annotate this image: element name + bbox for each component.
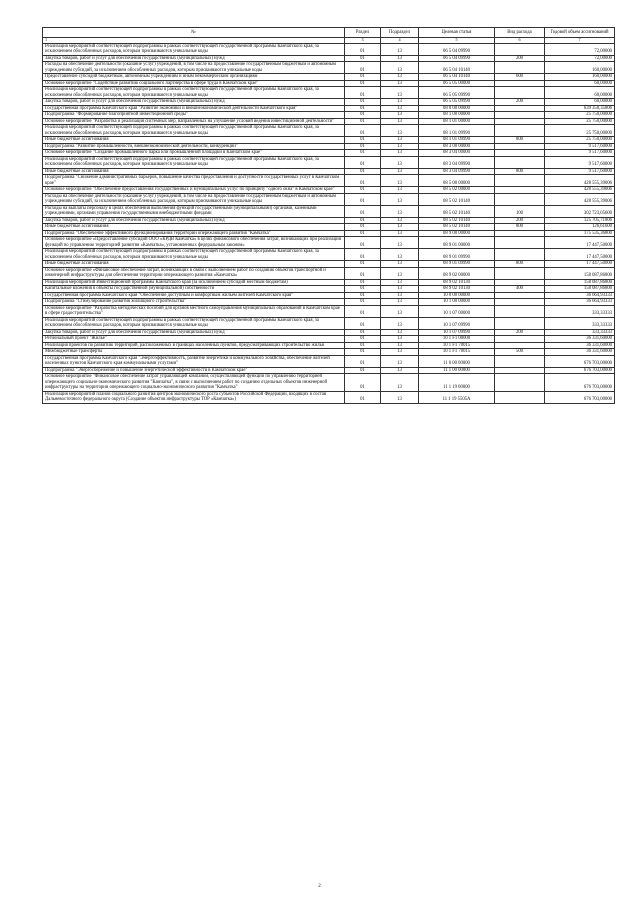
row-vid: 800 (495, 224, 545, 231)
row-target: 08 3 04 09990 (419, 168, 495, 175)
row-name: Закупка товаров, работ и услуг для обеспечения государственных (муниципальных) нужд (43, 217, 345, 224)
header-target: Целевая статья (419, 28, 495, 38)
row-sum: 175 535,36800 (545, 230, 615, 237)
row-target: 08 9 02 00000 (419, 267, 495, 279)
row-target: 10 1 F1 00000 (419, 336, 495, 343)
row-sum: 639 358,35806 (545, 105, 615, 112)
row-target: 11 1 19 5505А (419, 391, 495, 403)
row-target: 11 1 19 00000 (419, 374, 495, 392)
row-razdel: 01 (345, 299, 381, 306)
row-sum: 36 331,60000 (545, 336, 615, 343)
row-podrazdel: 13 (381, 299, 419, 306)
header-razdel: Раздел (345, 28, 381, 38)
column-number: 6 (495, 38, 545, 44)
row-name: Основное мероприятие "Содействие развитию социального партнерства в сфере труда в Камчатском крае" (43, 80, 345, 87)
row-sum: 60,00000 (545, 87, 615, 99)
row-name: Закупка товаров, работ и услуг для обеспечения государственных (муниципальных) нужд (43, 329, 345, 336)
row-name: Иные бюджетные ассигнования (43, 137, 345, 144)
row-name: Реализация мероприятий соответствующей подпрограммы в рамках соответствующей государственной программы Камчатского края, за исключением обособленных расходов, которым присваиваются уникальные коды (43, 43, 345, 55)
row-vid (495, 249, 545, 261)
row-target: 10 1 F1 70015 (419, 349, 495, 356)
row-sum: 125 705,71806 (545, 217, 615, 224)
row-name: Подпрограмма "Энергосбережение и повышение энергетической эффективности в Камчатском крае" (43, 367, 345, 374)
row-podrazdel: 13 (381, 279, 419, 286)
row-podrazdel: 13 (381, 217, 419, 224)
row-name: Расходы на обеспечение деятельности (оказание услуг) учреждений, в том числе на предоставление государственным бюджетным и автономным учреждениям субсидий, за исключением обособленных расходов, которым присваиваются уникальные коды (43, 193, 345, 205)
row-sum: 676 703,00000 (545, 367, 615, 374)
table-row (43, 205, 615, 217)
row-target: 10 1 07 09990 (419, 329, 495, 336)
table-row (43, 125, 615, 137)
row-sum: 25 750,00000 (545, 137, 615, 144)
row-vid: 800 (495, 261, 545, 268)
table-row (43, 249, 615, 261)
row-razdel: 01 (345, 355, 381, 367)
row-vid (495, 267, 545, 279)
row-name: Государственная программа Камчатского края "Энергоэффективность, развитие энергетики и коммунального хозяйства, обеспечение жителей населенных пунктов Камчатского края коммунальными услугами" (43, 355, 345, 367)
row-name: Иные бюджетные ассигнования (43, 168, 345, 175)
row-name: Основное мероприятие "Создание промышленного парка или промышленной площадки в Камчатском крае" (43, 150, 345, 157)
row-name: Реализация мероприятий планов социального развития центров экономического роста субъектов Российской Федерации, входящих в состав Дальневосточного федерального округа (Создание объектов инфраструктуры ТОР «Камчатка») (43, 391, 345, 403)
row-razdel: 01 (345, 349, 381, 356)
row-name: Иные бюджетные ассигнования (43, 224, 345, 231)
row-razdel: 01 (345, 168, 381, 175)
row-razdel: 01 (345, 230, 381, 237)
row-target: 08 9 00 00000 (419, 230, 495, 237)
table-row (43, 374, 615, 392)
row-target: 08 5 02 10140 (419, 224, 495, 231)
row-vid (495, 374, 545, 392)
row-podrazdel: 13 (381, 336, 419, 343)
row-name: Реализация мероприятий соответствующей подпрограммы в рамках соответствующей государственной программы Камчатского края, за исключением обособленных расходов, которым присваиваются уникальные коды (43, 249, 345, 261)
row-name: Иные бюджетные ассигнования (43, 261, 345, 268)
table-row (43, 62, 615, 74)
header-vid: Вид расхода (495, 28, 545, 38)
row-razdel: 01 (345, 336, 381, 343)
row-sum: 160,00000 (545, 74, 615, 81)
row-podrazdel: 13 (381, 249, 419, 261)
row-target: 06 5 04 10140 (419, 74, 495, 81)
row-target: 10 1 07 00000 (419, 305, 495, 317)
row-podrazdel: 13 (381, 367, 419, 374)
row-podrazdel: 13 (381, 105, 419, 112)
row-sum: 17 447,50000 (545, 249, 615, 261)
row-name: Подпрограмма "Обеспечение эффективного функционирования территории опережающего развития "Камчатка" (43, 230, 345, 237)
row-podrazdel: 13 (381, 87, 419, 99)
row-name: Государственная программа Камчатского края "Обеспечение доступным и комфортным жильем жителей Камчатского края" (43, 292, 345, 299)
row-podrazdel: 13 (381, 55, 419, 62)
row-target: 06 5 04 10140 (419, 62, 495, 74)
row-podrazdel: 13 (381, 267, 419, 279)
row-razdel: 01 (345, 55, 381, 62)
row-podrazdel: 13 (381, 74, 419, 81)
row-podrazdel: 13 (381, 175, 419, 187)
row-sum: 126,61600 (545, 224, 615, 231)
row-podrazdel: 13 (381, 143, 419, 150)
row-target: 06 5 05 00000 (419, 80, 495, 87)
row-name: Межбюджетные трансферты (43, 349, 345, 356)
row-razdel: 01 (345, 279, 381, 286)
row-target: 11 0 00 00000 (419, 355, 495, 367)
row-razdel: 01 (345, 342, 381, 349)
row-name: Расходы на выплаты персоналу в целях обеспечения выполнения функций государственными (муниципальными) органами, казенными учреждениями, органами управления государственными внебюджетными фондами (43, 205, 345, 217)
row-name: Основное мероприятие "Разработка методических пособий для органов местного самоуправления муниципальных образований в Камчатском крае в сфере градостроительства" (43, 305, 345, 317)
row-razdel: 01 (345, 143, 381, 150)
row-vid (495, 391, 545, 403)
row-sum: 36 331,60000 (545, 342, 615, 349)
row-sum: 17 447,50000 (545, 261, 615, 268)
row-name: Основное мероприятие "Финансовое обеспечение затрат управляющей компании, осуществляющей функции по управлению территорией опережающего социально-экономического развития "Камчатка", в связи с выполнением работ по созданию отдельных объектов инженерной инфраструктуры на территории опережающего социально-экономического развития "Камчатка" (43, 374, 345, 392)
column-number: 5 (419, 38, 495, 44)
row-razdel: 01 (345, 261, 381, 268)
row-target: 06 5 04 09990 (419, 43, 495, 55)
row-vid: 800 (495, 168, 545, 175)
row-vid (495, 62, 545, 74)
row-target: 08 9 01 09990 (419, 249, 495, 261)
row-target: 08 9 02 10130 (419, 279, 495, 286)
row-sum: 333,33333 (545, 329, 615, 336)
row-name: Закупка товаров, работ и услуг для обеспечения государственных (муниципальных) нужд (43, 99, 345, 106)
row-sum: 36 664,93333 (545, 299, 615, 306)
page-number: 2 (318, 884, 321, 889)
row-sum: 60,00000 (545, 80, 615, 87)
row-name: Капитальные вложения в объекты государственной (муниципальной) собственности (43, 286, 345, 293)
row-podrazdel: 13 (381, 125, 419, 137)
table-row (43, 391, 615, 403)
table-row (43, 317, 615, 329)
row-podrazdel: 13 (381, 193, 419, 205)
row-target: 08 1 01 09990 (419, 137, 495, 144)
row-razdel: 01 (345, 156, 381, 168)
row-podrazdel: 13 (381, 374, 419, 392)
row-vid: 800 (495, 137, 545, 144)
row-podrazdel: 13 (381, 43, 419, 55)
budget-table-sheet (42, 27, 614, 404)
row-target: 10 1 F1 70015 (419, 342, 495, 349)
row-target: 08 1 01 09990 (419, 125, 495, 137)
row-razdel: 01 (345, 105, 381, 112)
row-razdel: 01 (345, 87, 381, 99)
row-razdel: 01 (345, 329, 381, 336)
row-podrazdel: 13 (381, 261, 419, 268)
row-podrazdel: 13 (381, 349, 419, 356)
row-name: Основное мероприятие «Финансовое обеспечение затрат, возникающих в связи с выполнением работ по созданию объектов транспортной и инженерной инфраструктуры для обеспечения территории опережающего развития «Камчатка» (43, 267, 345, 279)
budget-table (42, 27, 615, 404)
column-number: 3 (345, 38, 381, 44)
row-podrazdel: 13 (381, 112, 419, 119)
row-vid (495, 43, 545, 55)
row-sum: 9 517,60000 (545, 143, 615, 150)
row-vid: 200 (495, 55, 545, 62)
row-podrazdel: 13 (381, 205, 419, 217)
row-podrazdel: 13 (381, 150, 419, 157)
row-name: Расходы на обеспечение деятельности (оказание услуг) учреждений, в том числе на предоставление государственным бюджетным и автономным учреждениям субсидий, за исключением обособленных расходов, которым присваиваются уникальные коды (43, 62, 345, 74)
row-sum: 333,33333 (545, 317, 615, 329)
row-target: 11 1 00 00000 (419, 367, 495, 374)
row-vid (495, 305, 545, 317)
row-razdel: 01 (345, 205, 381, 217)
table-row (43, 175, 615, 187)
row-razdel: 01 (345, 391, 381, 403)
row-vid: 200 (495, 99, 545, 106)
row-name: Основное мероприятие "Разработка и реализация системных мер, направленных на улучшение условий ведения инвестиционной деятельности" (43, 118, 345, 125)
row-target: 08 5 02 10140 (419, 205, 495, 217)
row-target: 08 1 00 00000 (419, 112, 495, 119)
row-sum: 36 331,60000 (545, 349, 615, 356)
row-target: 08 3 00 00000 (419, 143, 495, 150)
row-sum: 9 517,60000 (545, 150, 615, 157)
row-podrazdel: 13 (381, 118, 419, 125)
row-target: 08 9 02 10130 (419, 286, 495, 293)
row-target: 10 1 00 00000 (419, 299, 495, 306)
row-sum: 160,00000 (545, 62, 615, 74)
row-name: Закупка товаров, работ и услуг для обеспечения государственных (муниципальных) нужд (43, 55, 345, 62)
row-sum: 333,33333 (545, 305, 615, 317)
row-vid: 400 (495, 286, 545, 293)
table-header-row (43, 28, 615, 38)
table-row (43, 156, 615, 168)
row-name: Подпрограмма "Формирование благоприятной инвестиционной среды" (43, 112, 345, 119)
row-sum: 72,00000 (545, 43, 615, 55)
row-sum: 158 087,86800 (545, 279, 615, 286)
row-razdel: 01 (345, 125, 381, 137)
row-podrazdel: 13 (381, 80, 419, 87)
row-podrazdel: 13 (381, 237, 419, 249)
row-target: 08 5 02 00000 (419, 187, 495, 194)
row-target: 08 5 02 10140 (419, 217, 495, 224)
row-target: 08 5 02 10140 (419, 193, 495, 205)
row-podrazdel: 13 (381, 317, 419, 329)
table-row (43, 87, 615, 99)
row-razdel: 01 (345, 217, 381, 224)
row-target: 06 5 05 09990 (419, 99, 495, 106)
row-name: Реализация проектов по развитию территорий, расположенных в границах населенных пунктов, предусматривающих строительство жилья (43, 342, 345, 349)
row-name: Предоставление субсидий бюджетным, автономным учреждениям и иным некоммерческим организациям (43, 74, 345, 81)
row-sum: 9 517,60000 (545, 156, 615, 168)
row-razdel: 01 (345, 267, 381, 279)
row-razdel: 01 (345, 292, 381, 299)
row-razdel: 01 (345, 317, 381, 329)
row-name: Реализация мероприятий соответствующей подпрограммы в рамках соответствующей государственной программы Камчатского края, за исключением обособленных расходов, которым присваиваются уникальные коды (43, 156, 345, 168)
row-razdel: 01 (345, 118, 381, 125)
row-podrazdel: 13 (381, 230, 419, 237)
row-name: Подпрограмма "Снижение административных барьеров, повышение качества предоставления и доступности государственных услуг в Камчатском крае" (43, 175, 345, 187)
column-number: 7 (545, 38, 615, 44)
row-target: 08 3 04 00000 (419, 150, 495, 157)
row-razdel: 01 (345, 150, 381, 157)
row-name: Реализация мероприятий соответствующей подпрограммы в рамках соответствующей государственной программы Камчатского края, за исключением обособленных расходов, которым присваиваются уникальные коды (43, 125, 345, 137)
row-razdel: 01 (345, 249, 381, 261)
table-row (43, 193, 615, 205)
row-name: Подпрограмма "Развитие промышленности, внешнеэкономической деятельности, конкуренции" (43, 143, 345, 150)
row-podrazdel: 13 (381, 187, 419, 194)
row-target: 10 1 07 09990 (419, 317, 495, 329)
row-podrazdel: 13 (381, 156, 419, 168)
row-name: Реализация мероприятий Инвестиционной программы Камчатского края (за исключением субсидий местным бюджетам) (43, 279, 345, 286)
row-sum: 17 447,50000 (545, 237, 615, 249)
row-vid (495, 175, 545, 187)
row-target: 08 3 04 09990 (419, 156, 495, 168)
table-row (43, 305, 615, 317)
row-razdel: 01 (345, 99, 381, 106)
row-name: Реализация мероприятий соответствующей подпрограммы в рамках соответствующей государственной программы Камчатского края, за исключением обособленных расходов, которым присваиваются уникальные коды (43, 87, 345, 99)
row-vid (495, 355, 545, 367)
header-name: № (43, 28, 345, 38)
row-sum: 36 664,93333 (545, 292, 615, 299)
row-vid (495, 237, 545, 249)
row-target: 08 1 01 00000 (419, 118, 495, 125)
column-number: 1 (43, 38, 345, 44)
row-name: Региональный проект "Жилье" (43, 336, 345, 343)
row-vid: 200 (495, 329, 545, 336)
row-vid: 500 (495, 349, 545, 356)
row-sum: 25 750,00000 (545, 112, 615, 119)
table-row (43, 355, 615, 367)
row-name: Основное мероприятие "Обеспечение предоставления государственных и муниципальных услуг по принципу "одного окна" в Камчатском крае" (43, 187, 345, 194)
row-target: 08 9 01 09990 (419, 261, 495, 268)
row-sum: 676 703,00000 (545, 355, 615, 367)
row-podrazdel: 13 (381, 342, 419, 349)
row-podrazdel: 13 (381, 137, 419, 144)
row-razdel: 01 (345, 374, 381, 392)
header-podrazdel: Подраздел (381, 28, 419, 38)
row-vid: 600 (495, 74, 545, 81)
row-sum: 428 555,39006 (545, 175, 615, 187)
row-vid (495, 193, 545, 205)
row-podrazdel: 13 (381, 224, 419, 231)
table-row (43, 237, 615, 249)
row-podrazdel: 13 (381, 99, 419, 106)
row-vid (495, 317, 545, 329)
row-podrazdel: 13 (381, 329, 419, 336)
row-target: 08 9 01 00000 (419, 237, 495, 249)
row-name: Реализация мероприятий соответствующей подпрограммы в рамках соответствующей государственной программы Камчатского края, за исключением обособленных расходов, которым присваиваются уникальные коды (43, 317, 345, 329)
row-podrazdel: 13 (381, 62, 419, 74)
row-razdel: 01 (345, 224, 381, 231)
row-target: 10 0 00 00000 (419, 292, 495, 299)
row-razdel: 01 (345, 367, 381, 374)
table-row (43, 267, 615, 279)
column-number: 4 (381, 38, 419, 44)
row-sum: 428 555,39006 (545, 193, 615, 205)
row-vid (495, 125, 545, 137)
row-sum: 302 723,05600 (545, 205, 615, 217)
row-sum: 676 703,00000 (545, 391, 615, 403)
row-razdel: 01 (345, 175, 381, 187)
row-sum: 676 703,00000 (545, 374, 615, 392)
row-podrazdel: 13 (381, 292, 419, 299)
row-sum: 25 750,00000 (545, 125, 615, 137)
row-razdel: 01 (345, 187, 381, 194)
row-razdel: 01 (345, 237, 381, 249)
row-vid: 100 (495, 205, 545, 217)
row-podrazdel: 13 (381, 168, 419, 175)
row-target: 06 5 05 09990 (419, 87, 495, 99)
row-sum: 9 517,60000 (545, 168, 615, 175)
row-razdel: 01 (345, 112, 381, 119)
row-sum: 60,00000 (545, 99, 615, 106)
row-sum: 428 555,39006 (545, 187, 615, 194)
header-sum: Годовой объем ассигнований (545, 28, 615, 38)
row-razdel: 01 (345, 80, 381, 87)
row-razdel: 01 (345, 137, 381, 144)
row-name: Государственная программа Камчатского края "Развитие экономики и внешнеэкономической деятельности Камчатского края" (43, 105, 345, 112)
row-sum: 158 087,86800 (545, 267, 615, 279)
row-name: Основное мероприятие «Предоставление субсидий ООО «КРДВ Камчатка» в целях финансового обеспечения затрат, возникающих при реализации функций по управлению территорией развития «Камчатка», установленных федеральным законом» (43, 237, 345, 249)
row-sum: 25 750,00000 (545, 118, 615, 125)
row-razdel: 01 (345, 74, 381, 81)
row-razdel: 01 (345, 305, 381, 317)
row-name: Подпрограмма "Стимулирование развития жилищного строительства" (43, 299, 345, 306)
row-vid: 200 (495, 217, 545, 224)
row-razdel: 01 (345, 193, 381, 205)
row-vid (495, 87, 545, 99)
row-podrazdel: 13 (381, 305, 419, 317)
row-vid (495, 156, 545, 168)
row-sum: 72,00000 (545, 55, 615, 62)
row-target: 08 5 00 00000 (419, 175, 495, 187)
row-podrazdel: 13 (381, 391, 419, 403)
row-target: 08 0 00 00000 (419, 105, 495, 112)
table-row (43, 43, 615, 55)
row-razdel: 01 (345, 286, 381, 293)
row-target: 06 5 04 09990 (419, 55, 495, 62)
row-podrazdel: 13 (381, 286, 419, 293)
row-razdel: 01 (345, 62, 381, 74)
row-podrazdel: 13 (381, 355, 419, 367)
row-razdel: 01 (345, 43, 381, 55)
row-sum: 158 087,86800 (545, 286, 615, 293)
